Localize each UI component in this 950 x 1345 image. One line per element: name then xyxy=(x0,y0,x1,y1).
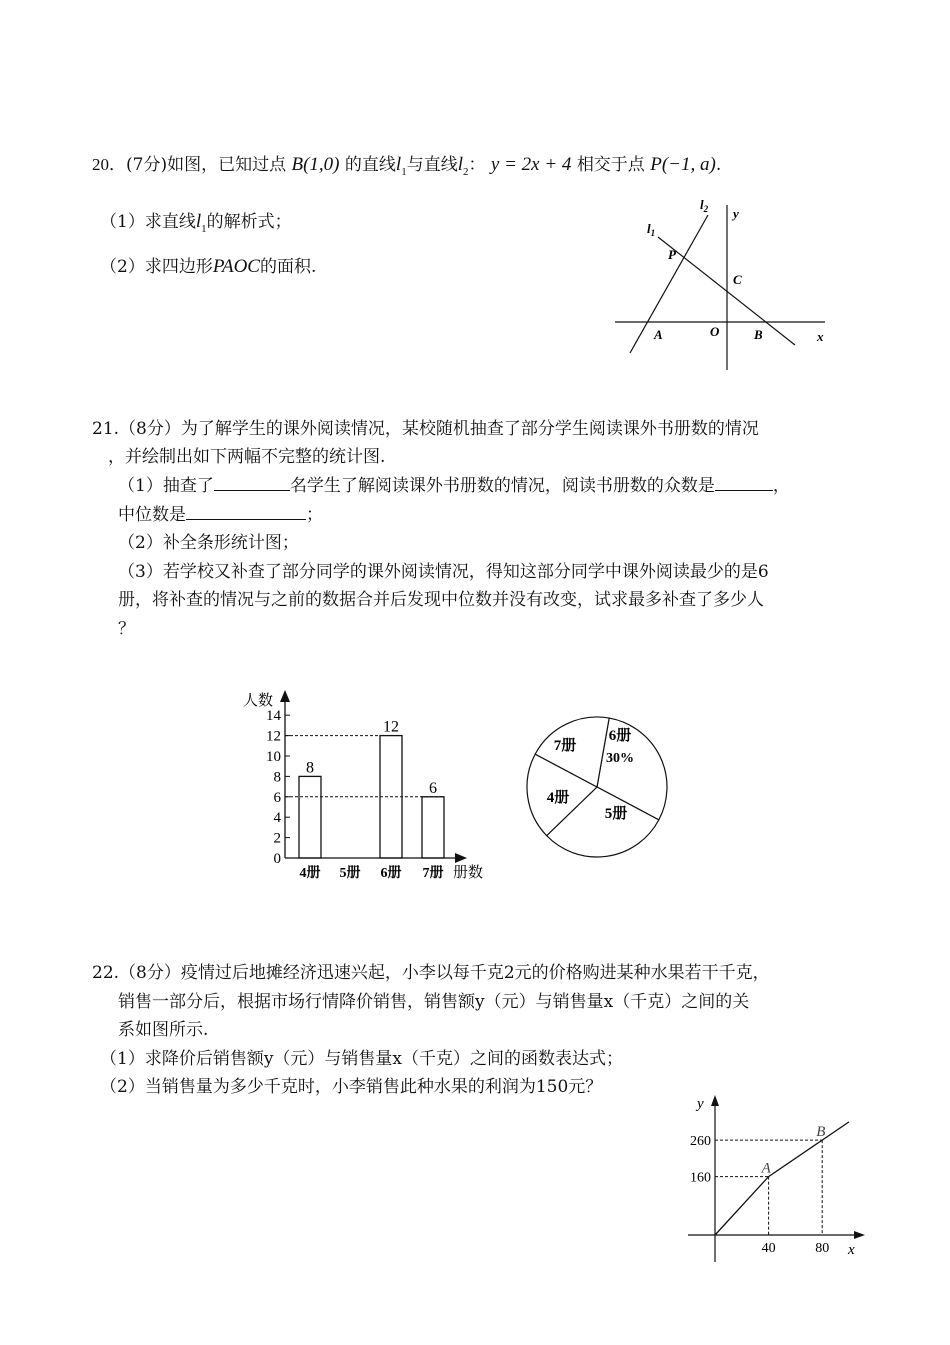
x-label: x xyxy=(848,1242,855,1258)
data-label-4册: 8 xyxy=(306,759,314,777)
pie-label-5册: 5册 xyxy=(604,806,628,822)
q22-line1: 22.（8分）疫情过后地摊经济迅速兴起，小李以每千克2元的价格购进某种水果若干千克， xyxy=(92,963,770,983)
y-axis-arrow xyxy=(280,690,290,702)
pie-chart xyxy=(520,710,675,865)
x-tick-40: 40 xyxy=(761,1241,776,1256)
label-y: y xyxy=(733,206,739,221)
label-a: A xyxy=(654,327,663,342)
y-tick-label-4: 4 xyxy=(273,810,281,827)
q21-sub1: （1）抽查了 名学生了解阅读课外书册数的情况，阅读书册数的众数是 ， xyxy=(118,476,790,496)
q21-sub3-b: 册，将补查的情况与之前的数据合并后发现中位数并没有改变，试求最多补查了多少人 xyxy=(118,590,764,610)
y-axis-title: 人数 xyxy=(243,693,274,709)
x-tick-label-5册: 5册 xyxy=(339,866,361,881)
x-axis-title: 册数 xyxy=(453,865,484,881)
y-tick-260: 260 xyxy=(690,1134,711,1150)
label-l2: $l_2$ xyxy=(700,197,709,214)
y-tick-label-2: 2 xyxy=(273,830,281,847)
q21-sub3-a: （3）若学校又补查了部分同学的课外阅读情况，得知这部分同学中课外阅读最少的是6 xyxy=(118,562,769,582)
y-axis-arrow xyxy=(711,1095,719,1106)
q20-text-c: 与直线 xyxy=(406,155,458,175)
pie-percent-6册: 30% xyxy=(606,751,634,766)
q20-sub1: （1）求直线$l_1$的解析式； xyxy=(100,211,292,235)
q20-point-b: B(1,0) xyxy=(291,154,340,175)
q21-line1: 21.（8分）为了解学生的课外阅读情况，某校随机抽查了部分学生阅读课外书册数的情况 xyxy=(92,419,759,439)
q20-text-d: ： xyxy=(468,155,486,175)
q21-sub1-cont: 中位数是 ； xyxy=(118,505,323,525)
label-o: O xyxy=(710,324,720,339)
q21-sub2: （2）补全条形统计图； xyxy=(118,533,299,553)
pie-label-4册: 4册 xyxy=(546,790,570,806)
q20-text-e: 相交于点 xyxy=(576,155,645,175)
q20-text-f: . xyxy=(715,155,722,175)
line-l2 xyxy=(630,215,708,353)
label-c: C xyxy=(733,272,742,287)
bar-7册 xyxy=(422,797,444,858)
label-a: A xyxy=(761,1160,771,1177)
y-tick-label-14: 14 xyxy=(266,708,281,725)
q20-stem xyxy=(92,150,721,178)
pie-label-7册: 7册 xyxy=(553,738,577,754)
y-tick-label-8: 8 xyxy=(273,769,281,786)
label-l1: $l_1$ xyxy=(647,221,656,238)
x-axis-arrow xyxy=(854,1231,865,1239)
q22-sub1: （1）求降价后销售额y（元）与销售量x（千克）之间的函数表达式； xyxy=(100,1049,624,1069)
q20-score: (7分) xyxy=(126,155,168,175)
y-tick-label-10: 10 xyxy=(266,749,281,765)
label-b: B xyxy=(816,1124,826,1141)
q20-number: 20． xyxy=(92,155,126,174)
data-label-6册: 12 xyxy=(383,718,399,736)
answer-blank-count[interactable] xyxy=(214,474,290,491)
data-label-7册: 6 xyxy=(429,779,437,797)
y-tick-160: 160 xyxy=(690,1170,711,1186)
q20-l1: $l_1$ xyxy=(395,154,407,178)
y-tick-label-0: 0 xyxy=(273,851,281,867)
answer-blank-median[interactable] xyxy=(186,503,306,520)
q22-figure xyxy=(680,1090,870,1265)
q21-sub3-c: ？ xyxy=(118,619,135,639)
q20-point-p: P(−1, a) xyxy=(650,154,716,175)
q20-l2: $l_2$ xyxy=(457,154,469,178)
x-tick-label-4册: 4册 xyxy=(299,866,321,881)
q22-sub2: （2）当销售量为多少千克时，小李销售此种水果的利润为150元？ xyxy=(100,1077,603,1097)
bar-chart xyxy=(235,680,505,885)
q20-figure xyxy=(610,195,840,375)
q22-line3: 系如图所示. xyxy=(118,1020,209,1040)
y-label: y xyxy=(697,1096,704,1112)
pie-label-6册: 6册 xyxy=(608,728,632,744)
x-tick-80: 80 xyxy=(815,1241,830,1256)
q20-quad: PAOC xyxy=(212,256,260,277)
sales-line xyxy=(715,1122,849,1235)
x-tick-label-7册: 7册 xyxy=(422,866,444,881)
q20-text-b: 的直线 xyxy=(344,155,396,175)
answer-blank-mode[interactable] xyxy=(715,474,773,491)
y-tick-label-6: 6 xyxy=(273,789,281,806)
bar-4册 xyxy=(299,776,321,858)
q20-text-a: 如图，已知过点 xyxy=(167,155,287,175)
label-b: B xyxy=(754,327,763,342)
q20-sub2: （2）求四边形PAOC的面积. xyxy=(100,256,317,277)
q20-equation: y = 2x + 4 xyxy=(490,154,572,175)
x-tick-label-6册: 6册 xyxy=(380,866,402,881)
y-tick-label-12: 12 xyxy=(266,728,281,745)
label-x: x xyxy=(817,329,824,344)
q20-sub1-l1: $l_1$ xyxy=(195,211,207,235)
q22-line2: 销售一部分后，根据市场行情降价销售，销售额y（元）与销售量x（千克）之间的关 xyxy=(118,992,750,1012)
x-axis-arrow xyxy=(455,853,467,863)
q21-line2: ，并绘制出如下两幅不完整的统计图. xyxy=(108,447,386,467)
label-p: P xyxy=(668,247,676,262)
